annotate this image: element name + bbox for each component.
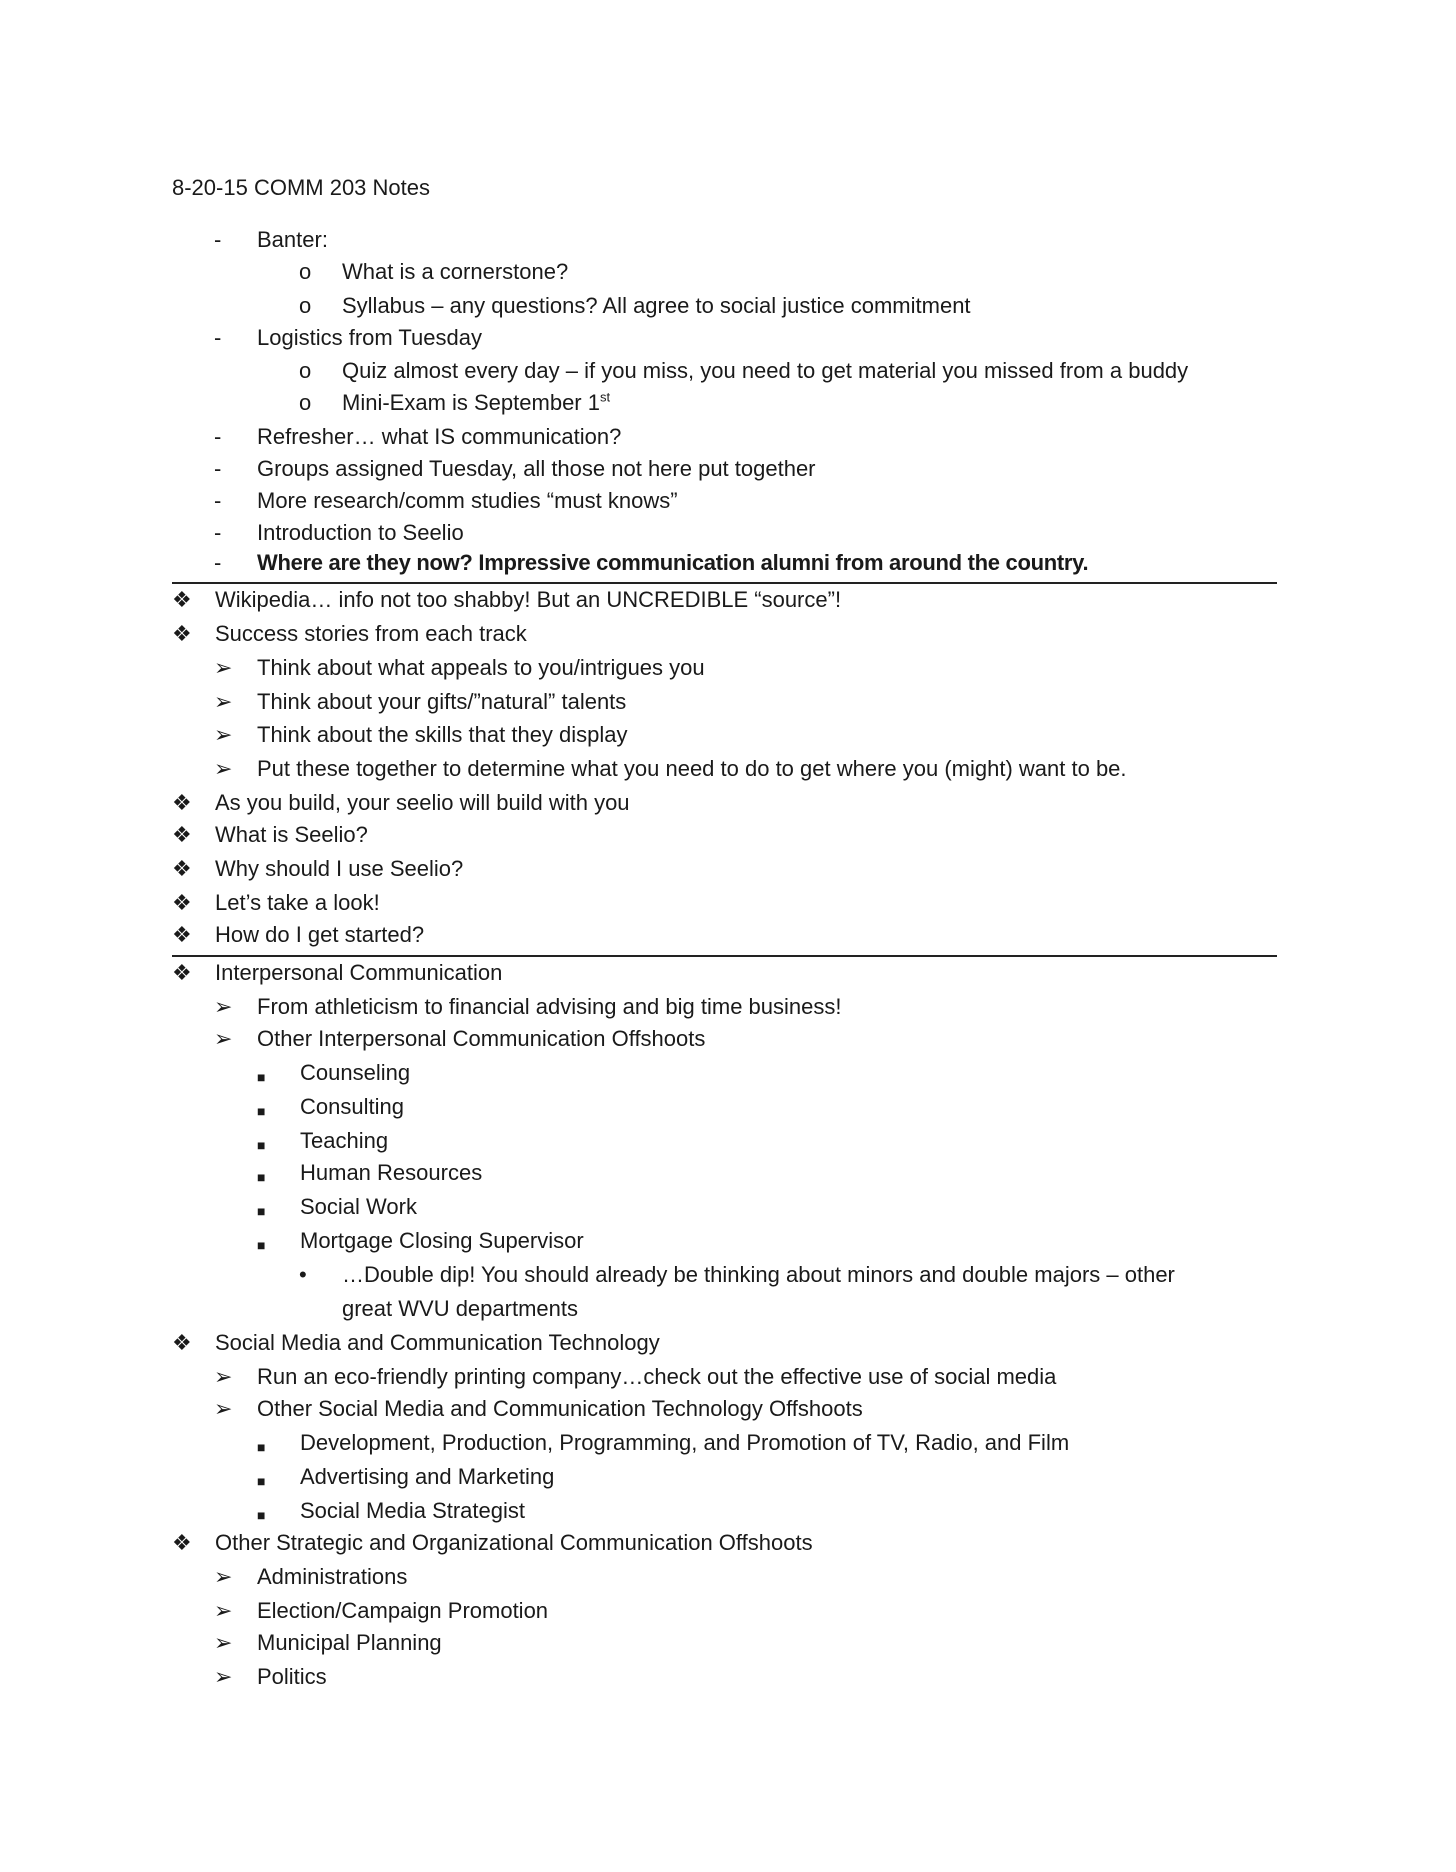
list-item-text: How do I get started?: [215, 922, 425, 947]
list-item-text: Mortgage Closing Supervisor: [300, 1228, 584, 1253]
superscript: st: [599, 389, 611, 405]
dash-bullet: -: [214, 488, 222, 513]
circle-bullet: o: [299, 358, 312, 383]
square-bullet: ■: [257, 1507, 266, 1523]
arrow-bullet: ➢: [214, 1564, 233, 1589]
arrow-bullet: ➢: [214, 756, 233, 781]
list-item-text: Other Interpersonal Communication Offshoots: [257, 1026, 706, 1051]
list-item-text: Advertising and Marketing: [300, 1464, 555, 1489]
arrow-bullet: ➢: [214, 1598, 233, 1623]
list-item-text: Social Work: [300, 1194, 417, 1219]
arrow-bullet: ➢: [214, 722, 233, 747]
list-item-text: Think about your gifts/”natural” talents: [257, 689, 627, 714]
list-item-text: More research/comm studies “must knows”: [257, 488, 678, 513]
arrow-bullet: ➢: [214, 1026, 233, 1051]
diamond-bullet: ❖: [172, 922, 192, 947]
list-item-text: Teaching: [300, 1128, 389, 1153]
diamond-bullet: ❖: [172, 890, 192, 915]
arrow-bullet: ➢: [214, 689, 233, 714]
list-item-text: Why should I use Seelio?: [215, 856, 464, 881]
list-item-text: Banter:: [257, 227, 328, 252]
square-bullet: ■: [257, 1169, 266, 1185]
list-item-text: great WVU departments: [342, 1296, 578, 1321]
dash-bullet: -: [214, 325, 222, 350]
list-item-text: Election/Campaign Promotion: [257, 1598, 549, 1623]
list-item-text: Other Social Media and Communication Technology Offshoots: [257, 1396, 863, 1421]
dash-bullet: -: [214, 520, 222, 545]
arrow-bullet: ➢: [214, 1364, 233, 1389]
square-bullet: ■: [257, 1203, 266, 1219]
list-item-text: Run an eco-friendly printing company…check out the effective use of social media: [257, 1364, 1057, 1389]
square-bullet: ■: [257, 1473, 266, 1489]
section-divider: [172, 955, 1277, 957]
diamond-bullet: ❖: [172, 621, 192, 646]
square-bullet: ■: [257, 1069, 266, 1085]
arrow-bullet: ➢: [214, 1630, 233, 1655]
dash-bullet: -: [214, 456, 222, 481]
dash-bullet: -: [214, 227, 222, 252]
diamond-bullet: ❖: [172, 960, 192, 985]
list-item-text: Think about what appeals to you/intrigues you: [257, 655, 705, 680]
page-title: 8-20-15 COMM 203 Notes: [172, 175, 430, 200]
diamond-bullet: ❖: [172, 587, 192, 612]
list-item-text: Counseling: [300, 1060, 411, 1085]
list-item-text: Think about the skills that they display: [257, 722, 628, 747]
list-item-text: Other Strategic and Organizational Communication Offshoots: [215, 1530, 813, 1555]
list-item-text: Put these together to determine what you need to do to get where you (might) want to be.: [257, 756, 1127, 781]
list-item-text: Introduction to Seelio: [257, 520, 464, 545]
diamond-bullet: ❖: [172, 790, 192, 815]
list-item-text: Interpersonal Communication: [215, 960, 503, 985]
diamond-bullet: ❖: [172, 822, 192, 847]
list-item-text: What is Seelio?: [215, 822, 368, 847]
arrow-bullet: ➢: [214, 1396, 233, 1421]
list-item-text: Social Media Strategist: [300, 1498, 525, 1523]
list-item-text: Administrations: [257, 1564, 408, 1589]
square-bullet: ■: [257, 1439, 266, 1455]
list-item-text: From athleticism to financial advising and big time business!: [257, 994, 842, 1019]
list-item-text: Consulting: [300, 1094, 404, 1119]
list-item-text: [342, 389, 610, 417]
arrow-bullet: ➢: [214, 655, 233, 680]
diamond-bullet: ❖: [172, 1530, 192, 1555]
list-item-text: What is a cornerstone?: [342, 259, 569, 284]
list-item-text: Development, Production, Programming, and Promotion of TV, Radio, and Film: [300, 1430, 1070, 1455]
list-item-text: Syllabus – any questions? All agree to social justice commitment: [342, 293, 971, 318]
square-bullet: ■: [257, 1103, 266, 1119]
diamond-bullet: ❖: [172, 856, 192, 881]
arrow-bullet: ➢: [214, 1664, 233, 1689]
list-item-text: Social Media and Communication Technology: [215, 1330, 660, 1355]
list-item-text: Success stories from each track: [215, 621, 527, 646]
square-bullet: ■: [257, 1237, 266, 1253]
mini-exam-text: Mini-Exam is September 1: [342, 390, 600, 415]
circle-bullet: o: [299, 390, 312, 415]
list-item-text: Municipal Planning: [257, 1630, 442, 1655]
list-item-text: Let’s take a look!: [215, 890, 380, 915]
list-item-text: Human Resources: [300, 1160, 483, 1185]
list-item-text: Quiz almost every day – if you miss, you need to get material you missed from a buddy: [342, 358, 1189, 383]
list-item-text: Politics: [257, 1664, 327, 1689]
list-item-text: Wikipedia… info not too shabby! But an UNCREDIBLE “source”!: [215, 587, 842, 612]
dash-bullet: -: [214, 550, 222, 575]
dot-bullet: •: [299, 1262, 307, 1287]
section-divider: [172, 582, 1277, 584]
list-item-text: Groups assigned Tuesday, all those not here put together: [257, 456, 816, 481]
list-item-text: …Double dip! You should already be thinking about minors and double majors – other: [342, 1262, 1175, 1287]
square-bullet: ■: [257, 1137, 266, 1153]
list-item-text: Refresher… what IS communication?: [257, 424, 622, 449]
list-item-text: Logistics from Tuesday: [257, 325, 482, 350]
arrow-bullet: ➢: [214, 994, 233, 1019]
circle-bullet: o: [299, 293, 312, 318]
list-item-text-bold: Where are they now? Impressive communication alumni from around the country.: [257, 550, 1089, 575]
list-item-text: As you build, your seelio will build with you: [215, 790, 630, 815]
diamond-bullet: ❖: [172, 1330, 192, 1355]
dash-bullet: -: [214, 424, 222, 449]
circle-bullet: o: [299, 259, 312, 284]
